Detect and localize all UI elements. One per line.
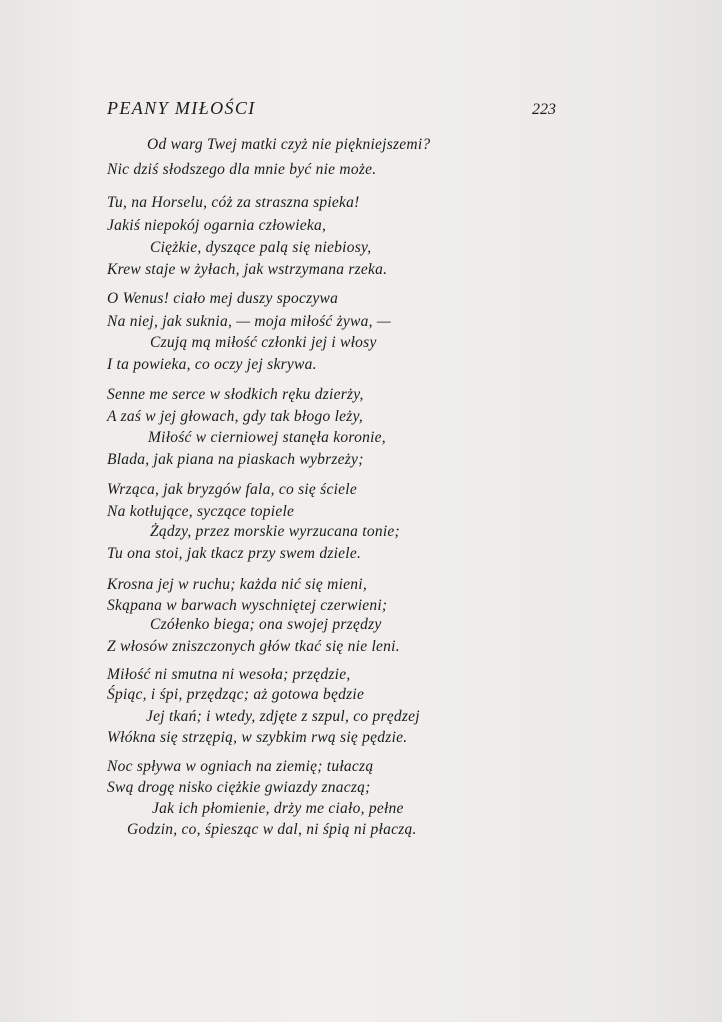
poem-line: Senne me serce w słodkich ręku dzierży, (107, 386, 364, 403)
poem-line: Nic dziś słodszego dla mnie być nie może. (107, 161, 377, 178)
poem-line: Z włosów zniszczonych głów tkać się nie leni. (107, 638, 400, 655)
poem-line: Tu, na Horselu, cóż za straszna spieka! (107, 194, 360, 211)
poem-line: Tu ona stoi, jak tkacz przy swem dziele. (107, 545, 362, 562)
running-title: PEANY MIŁOŚCI (107, 98, 256, 118)
poem-line: Miłość w cierniowej stanęła koronie, (148, 429, 386, 446)
page-number: 223 (532, 101, 556, 118)
poem-line: Jej tkań; i wtedy, zdjęte z szpul, co prędzej (146, 708, 420, 725)
poem-line: Czują mą miłość członki jej i włosy (150, 334, 377, 351)
poem-line: Miłość ni smutna ni wesoła; przędzie, (107, 666, 351, 683)
poem-line: Na kotłujące, syczące topiele (107, 503, 295, 520)
poem-line: Śpiąc, i śpi, przędząc; aż gotowa będzie (107, 686, 365, 703)
poem-line: A zaś w jej głowach, gdy tak błogo leży, (107, 408, 363, 425)
poem-line: Włókna się strzępią, w szybkim rwą się pędzie. (107, 729, 408, 746)
poem-line: Wrząca, jak bryzgów fala, co się ściele (107, 481, 357, 498)
poem-line: Swą drogę nisko ciężkie gwiazdy znaczą; (107, 779, 371, 796)
poem-line: Na niej, jak suknia, — moja miłość żywa, — (107, 313, 391, 330)
poem-line: Krosna jej w ruchu; każda nić się mieni, (107, 576, 367, 593)
poem-line: Godzin, co, śpiesząc w dal, ni śpią ni płaczą. (127, 821, 417, 838)
poem-line: Jakiś niepokój ogarnia człowieka, (107, 217, 327, 234)
poem-line: Żądzy, przez morskie wyrzucana tonie; (150, 523, 400, 540)
poem-line: Od warg Twej matki czyż nie piękniejszemi? (147, 136, 431, 153)
poem-line: Blada, jak piana na piaskach wybrzeży; (107, 451, 364, 468)
poem-line: Skąpana w barwach wyschniętej czerwieni; (107, 597, 388, 614)
poem-line: Ciężkie, dyszące palą się niebiosy, (150, 239, 372, 256)
poem-line: Czółenko biega; ona swojej przędzy (150, 616, 382, 633)
poem-line: Noc spływa w ogniach na ziemię; tułaczą (107, 758, 374, 775)
poem-line: Jak ich płomienie, drży me ciało, pełne (152, 800, 404, 817)
poem-line: O Wenus! ciało mej duszy spoczywa (107, 290, 339, 307)
poem-line: Krew staje w żyłach, jak wstrzymana rzeka. (107, 261, 388, 278)
poem-line: I ta powieka, co oczy jej skrywa. (107, 356, 317, 373)
